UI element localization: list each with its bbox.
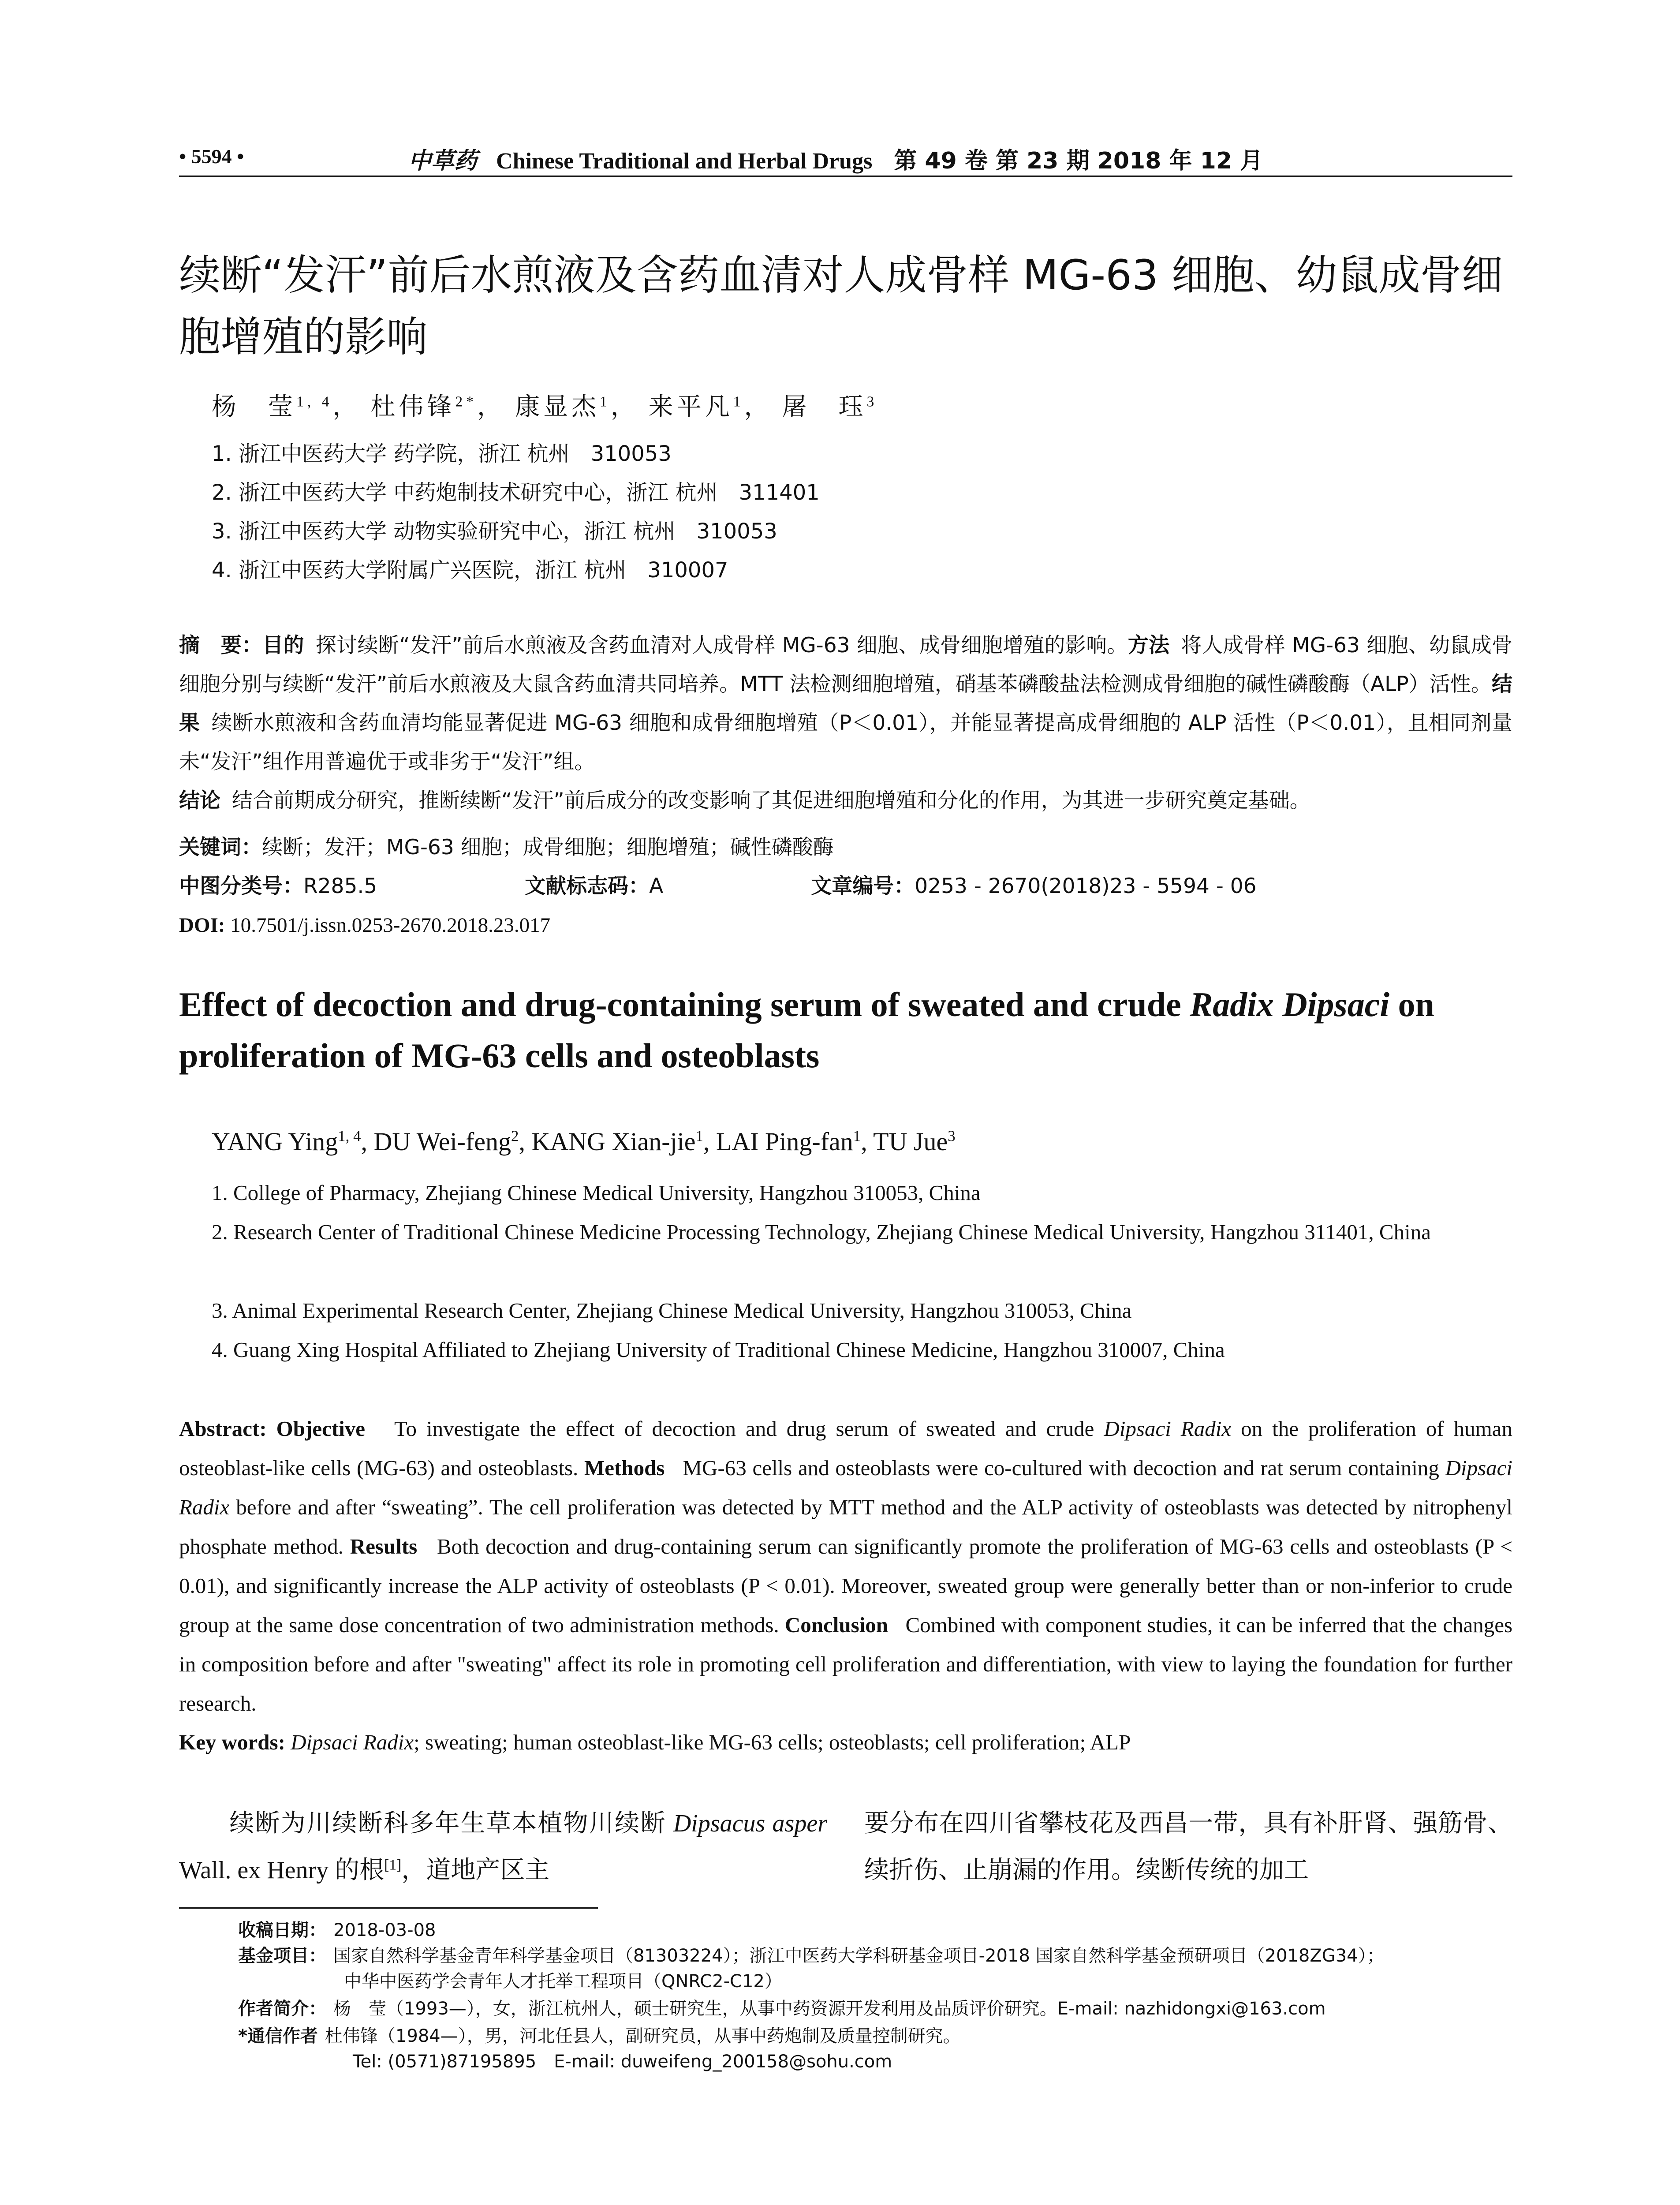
methods-label-cn: 方法 [1127, 633, 1170, 658]
author-cn: 康显杰$^1$ [515, 393, 611, 421]
affiliation-en: 3. Animal Experimental Research Center, Zhejiang Chinese Medical University, Hangzhou 310053, China [212, 1298, 1132, 1323]
header-rule [179, 176, 1512, 177]
journal-name-en: Chinese Traditional and Herbal Drugs [496, 149, 873, 174]
keywords-en-label: Key words: [179, 1730, 285, 1754]
keywords-cn-text: 续断；发汗；MG-63 细胞；成骨细胞；细胞增殖；碱性磷酸酶 [262, 835, 834, 860]
title-cn: 续断“发汗”前后水煎液及含药血清对人成骨样 MG-63 细胞、幼鼠成骨细胞增殖的影响 [179, 251, 1503, 361]
abstract-en: Abstract: Objective To investigate the effect of decoction and drug serum of sweated and crude Dipsaci Radix on the proliferation of human osteoblast-like cells (MG-63) and osteoblasts. Methods MG-63 cells and osteoblasts were co-cultured with decoction and rat serum containing Dipsaci Radix before and after “sweating”. The cell proliferation was detected by MTT method and the ALP activity of osteoblasts was detected by nitrophenyl phosphate method. Results Both decoction and drug-containing serum can significantly promote the proliferation of MG-63 cells and osteoblasts (P < 0.01), and significantly increase the ALP activity of osteoblasts (P < 0.01). Moreover, sweated group were generally better than or non-inferior to crude group at the same dose concentration of two administration methods. Conclusion Combined with component studies, it can be inferred that the changes in composition before and after "sweating" affect its role in promoting cell proliferation and differentiation, with view to laying the foundation for further research. [179, 1416, 1513, 1715]
footnote-correspondence: *通信作者 杜伟锋（1984—），男，河北任县人，副研究员，从事中药炮制及质量控制研究。 [238, 2026, 961, 2046]
author-en: KANG Xian-jie$^1$ [531, 1127, 703, 1156]
author-en: LAI Ping-fan$^1$ [716, 1127, 861, 1156]
keywords-en: Key words: Dipsaci Radix; sweating; human osteoblast-like MG-63 cells; osteoblasts; cell proliferation; ALP [179, 1730, 1131, 1754]
objective-label-cn: 目的 [262, 633, 304, 658]
author-cn: 杜伟锋$^{2*}$ [370, 393, 477, 421]
footnote-contact: Tel: (0571)87195895 E-mail: duweifeng_200158@sohu.com [353, 2052, 892, 2072]
methods-cn: 将人成骨样 MG-63 细胞、幼鼠成骨细胞分别与续断“发汗”前后水煎液及大鼠含药血清共同培养。MTT 法检测细胞增殖，硝基苯磷酸盐法检测成骨细胞的碱性磷酸酶（ALP）活性。 [179, 633, 1513, 696]
doi-value: 10.7501/j.issn.0253-2670.2018.23.017 [230, 914, 551, 937]
author-cn: 来平凡$^1$ [648, 393, 744, 421]
results-label-cn: 结果 [179, 672, 1512, 735]
document-code: 文献标志码：A [525, 874, 664, 898]
affiliation-en: 1. College of Pharmacy, Zhejiang Chinese Medical University, Hangzhou 310053, China [212, 1181, 981, 1205]
footnote-author: 作者简介： 杨 莹（1993—），女，浙江杭州人，硕士研究生，从事中药资源开发利用及品质评价研究。E-mail: nazhidongxi@163.com [238, 1999, 1326, 2019]
author-en: TU Jue$^3$ [873, 1127, 956, 1156]
objective-label-en: Objective [276, 1416, 366, 1441]
doi-line [179, 906, 550, 945]
title-en: Effect of decoction and drug-containing serum of sweated and crude Radix Dipsaci on proliferation of MG-63 cells and osteoblasts [179, 985, 1434, 1075]
conclusion-label-en: Conclusion [784, 1613, 889, 1637]
affiliation-cn: 4. 浙江中医药大学附属广兴医院，浙江 杭州 310007 [212, 558, 728, 583]
author-cn: 杨 莹$^{1, 4}$ [212, 393, 333, 421]
footnote-received: 收稿日期： 2018-03-08 [238, 1920, 436, 1940]
conclusion-label-cn: 结论 [179, 789, 220, 813]
methods-label-en: Methods [584, 1456, 665, 1480]
authors-cn: 杨 莹$^{1, 4}$， 杜伟锋$^{2*}$， 康显杰$^1$， 来平凡$^1$， 屠 珏$^3$ [212, 393, 878, 421]
abstract-en-label: Abstract: [179, 1416, 267, 1441]
conclusion-cn: 结合前期成分研究，推断续断“发汗”前后成分的改变影响了其促进细胞增殖和分化的作用，为其进一步研究奠定基础。 [232, 789, 1310, 813]
authors-en: YANG Ying$^{1, 4}$, DU Wei-feng$^2$, KANG Xian-jie$^1$, LAI Ping-fan$^1$, TU Jue$^3$ [212, 1127, 956, 1156]
results-label-en: Results [350, 1534, 418, 1558]
affiliation-en: 4. Guang Xing Hospital Affiliated to Zhejiang University of Traditional Chinese Medicine, Hangzhou 310007, China [212, 1338, 1225, 1362]
footnote-fund: 基金项目： 国家自然科学基金青年科学基金项目（81303224）；浙江中医药大学科研基金项目-2018 国家自然科学基金预研项目（2018ZG34）； [238, 1946, 1385, 1966]
journal-name-cn: 中草药 [408, 148, 478, 174]
keywords-cn [179, 828, 1512, 867]
footnote-fund-cont: 中华中医药学会青年人才托举工程项目（QNRC2-C12） [344, 1971, 782, 1992]
keywords-cn-label: 关键词： [179, 835, 262, 860]
affiliation-cn: 3. 浙江中医药大学 动物实验研究中心，浙江 杭州 310053 [212, 519, 777, 544]
affiliation-en: 2. Research Center of Traditional Chinese Medicine Processing Technology, Zhejiang Chinese Medical University, Hangzhou 311401, China [212, 1220, 1431, 1244]
doi-label: DOI: [179, 914, 225, 937]
affiliation-cn: 2. 浙江中医药大学 中药炮制技术研究中心，浙江 杭州 311401 [212, 480, 820, 505]
footnote-rule [179, 1907, 598, 1909]
journal-info [408, 142, 1512, 175]
page-number: • 5594 • [179, 145, 244, 168]
running-header [179, 132, 1512, 181]
author-en: YANG Ying$^{1, 4}$ [212, 1127, 361, 1156]
article-number: 文章编号：0253 - 2670(2018)23 - 5594 - 06 [811, 874, 1257, 898]
clc-code: 中图分类号：R285.5 [179, 874, 377, 898]
abstract-cn-label: 摘 要： [179, 633, 263, 658]
results-cn: 续断水煎液和含药血清均能显著促进 MG-63 细胞和成骨细胞增殖（P＜0.01），并能显著提高成骨细胞的 ALP 活性（P＜0.01），且相同剂量未“发汗”组作用普遍优于或非劣于“发汗”组。 [179, 711, 1513, 774]
journal-issue: 第 49 卷 第 23 期 2018 年 12 月 [894, 148, 1263, 174]
objective-cn: 探讨续断“发汗”前后水煎液及含药血清对人成骨样 MG-63 细胞、成骨细胞增殖的影响。 [315, 633, 1128, 658]
body-column-left: 续断为川续断科多年生草本植物川续断 Dipsacus asper Wall. ex Henry 的根[1]，道地产区主 [179, 1810, 827, 1884]
classification-line [179, 867, 1512, 906]
affiliation-cn: 1. 浙江中医药大学 药学院，浙江 杭州 310053 [212, 441, 672, 466]
author-cn: 屠 珏$^3$ [782, 393, 878, 421]
author-en: DU Wei-feng$^2$ [373, 1127, 519, 1156]
abstract-cn [179, 626, 1512, 820]
body-column-right: 要分布在四川省攀枝花及西昌一带，具有补肝肾、强筋骨、续折伤、止崩漏的作用。续断传统的加工 [864, 1810, 1512, 1884]
